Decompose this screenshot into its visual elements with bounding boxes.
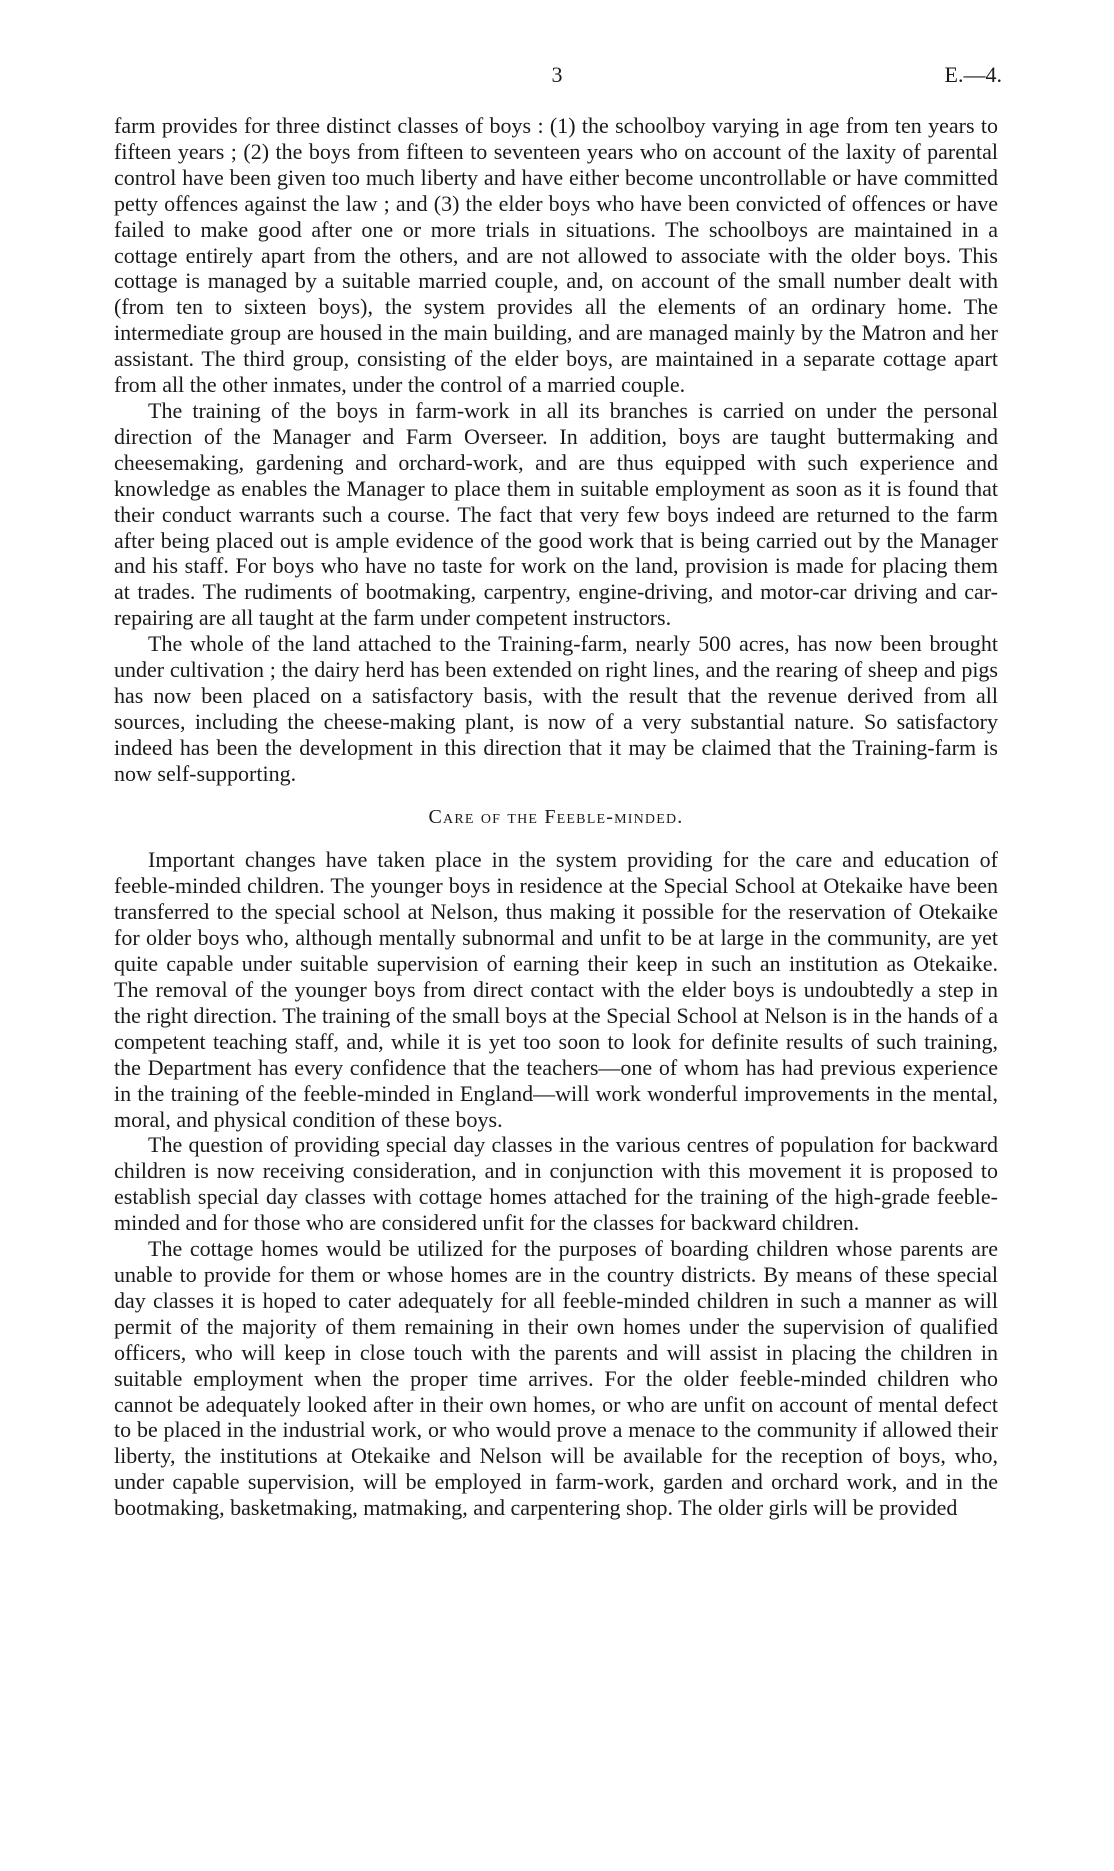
paragraph: Important changes have taken place in the system providing for the care and education of feeble-minded children. The younger boys in residence at the Special School at Otekaike have been transferred to the special school at Nelson, thus making it possible for the reservation of Otekaike for older boys who, although mentally subnormal and unfit to be at large in the community, are yet quite capable under suitable supervision of earning their keep in such an institution as Otekaike. The removal of the younger boys from direct contact with the elder boys is undoubtedly a step in the right direction. The training of the small boys at the Special School at Nelson is in the hands of a competent teaching staff, and, while it is yet too soon to look for definite results of such training, the Department has every confidence that the teachers—one of whom has had previous experience in the training of the feeble-minded in England—will work wonderful improvements in the mental, moral, and physical condition of these boys.: [114, 847, 998, 1132]
paragraph: The training of the boys in farm-work in all its branches is carried on under the personal direction of the Manager and Farm Overseer. In addition, boys are taught buttermaking and cheesemaking, gardening and orchard-work, and are thus equipped with such experience and knowledge as enables the Manager to place them in suitable employment as soon as it is found that their conduct warrants such a course. The fact that very few boys indeed are returned to the farm after being placed out is ample evidence of the good work that is being carried out by the Manager and his staff. For boys who have no taste for work on the land, provision is made for placing them at trades. The rudiments of bootmaking, carpentry, engine-driving, and motor-car driving and car-repairing are all taught at the farm under competent instructors.: [114, 397, 998, 631]
paragraph: farm provides for three distinct classes of boys : (1) the schoolboy varying in age from ten years to fifteen years ; (2) the boys from fifteen to seventeen years who on account of the laxity of parental control have been given too much liberty and have either become uncontrollable or have committed petty offences against the law ; and (3) the elder boys who have been convicted of offences or have failed to make good after one or more trials in situations. The schoolboys are maintained in a cottage entirely apart from the others, and are not allowed to associate with the older boys. This cottage is managed by a suitable married couple, and, on account of the small number dealt with (from ten to sixteen boys), the system provides all the elements of an ordinary home. The intermediate group are housed in the main building, and are managed mainly by the Matron and her assistant. The third group, consisting of the elder boys, are maintained in a separate cottage apart from all the other inmates, under the control of a married couple.: [114, 113, 998, 398]
page-number: 3: [551, 62, 563, 87]
section-heading: [114, 805, 998, 831]
document-code: E.—4.: [944, 62, 1002, 87]
body-text: [114, 113, 998, 1521]
paragraph: The question of providing special day classes in the various centres of population for backward children is now receiving consideration, and in conjunction with this movement it is proposed to establish special day classes with cottage homes attached for the training of the high-grade feeble-minded and for those who are considered unfit for the classes for backward children.: [114, 1132, 998, 1236]
paragraph: The whole of the land attached to the Training-farm, nearly 500 acres, has now been brought under cultivation ; the dairy herd has been extended on right lines, and the rearing of sheep and pigs has now been placed on a satisfactory basis, with the result that the revenue derived from all sources, including the cheese-making plant, is now of a very substantial nature. So satisfactory indeed has been the development in this direction that it may be claimed that the Training-farm is now self-supporting.: [114, 631, 998, 786]
section-heading-text: Care of the Feeble-minded.: [428, 805, 684, 828]
paragraph: The cottage homes would be utilized for the purposes of boarding children whose parents are unable to provide for them or whose homes are in the country districts. By means of these special day classes it is hoped to cater adequately for all feeble-minded children in such a manner as will permit of the majority of them remaining in their own homes under the supervision of qualified officers, who will keep in close touch with the parents and will assist in placing the children in suitable employment when the proper time arrives. For the older feeble-minded children who cannot be adequately looked after in their own homes, or who are unfit on account of mental defect to be placed in the industrial work, or who would prove a menace to the community if allowed their liberty, the institutions at Otekaike and Nelson will be available for the reception of boys, who, under capable supervision, will be employed in farm-work, garden and orchard work, and in the bootmaking, basketmaking, matmaking, and carpentering shop. The older girls will be provided: [114, 1236, 998, 1521]
